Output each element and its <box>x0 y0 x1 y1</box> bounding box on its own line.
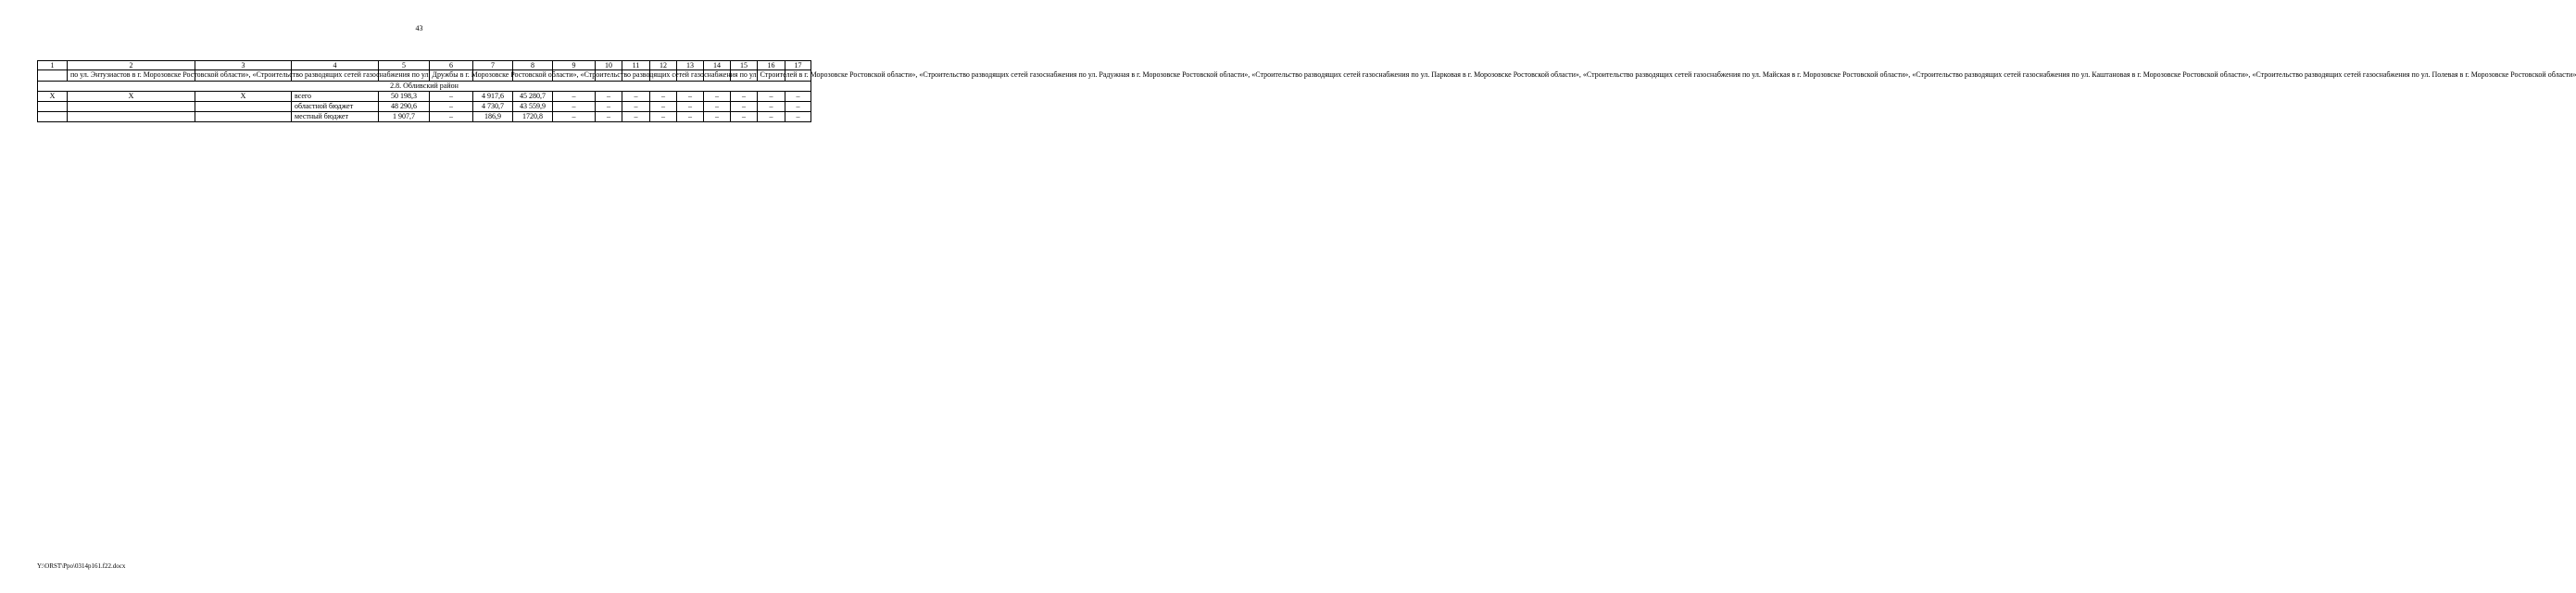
col-header-7: 7 <box>473 61 513 70</box>
col-header-15: 15 <box>731 61 758 70</box>
col-header-16: 16 <box>758 61 785 70</box>
col-header-3: 3 <box>195 61 292 70</box>
col-header-9: 9 <box>553 61 596 70</box>
col-header-2: 2 <box>68 61 195 70</box>
object-description: по ул. Энтузиастов в г. Морозовске Ростовской области», «Строительство разводящих сетей газоснабжения по ул. Дружбы в г. Морозовске Ростовской области», «Строительство разводящих сетей газоснабжения по ул. Строителей в г. Морозовске Ростовской области», «Строительство разводящих сетей газоснабжения по ул. Радужная в г. Морозовске Ростовской области», «Строительство разводящих сетей газоснабжения по ул. Парковая в г. Морозовске Ростовской области», «Строительство разводящих сетей газоснабжения по ул. Майская в г. Морозовске Ростовской области», «Строительство разводящих сетей газоснабжения по ул. Каштановая в г. Морозовске Ростовской области», «Строительство разводящих сетей газоснабжения по ул. Полевая в г. Морозовске Ростовской области» <box>68 70 195 82</box>
section-title: 2.8. Обливский район <box>38 81 811 91</box>
col-header-14: 14 <box>704 61 731 70</box>
col-header-17: 17 <box>785 61 811 70</box>
object-row <box>38 70 811 82</box>
col-header-12: 12 <box>650 61 677 70</box>
col-header-6: 6 <box>430 61 473 70</box>
col-header-10: 10 <box>596 61 622 70</box>
page-number: 43 <box>415 24 423 32</box>
col-header-5: 5 <box>379 61 430 70</box>
footer-file-path: Y:\ORST\Ppo\0314p161.f22.docx <box>37 562 126 570</box>
table-row: областной бюджет 48 290,6 – 4 730,7 43 559,9 – – – – – – – – – <box>38 101 811 111</box>
col-header-13: 13 <box>677 61 704 70</box>
col-header-8: 8 <box>513 61 553 70</box>
table-row: Х Х Х всего 50 198,3 – 4 917,6 45 280,7 – – – – – – – – – <box>38 91 811 101</box>
table-row: местный бюджет 1 907,7 – 186,9 1720,8 – – – – – – – – – <box>38 111 811 121</box>
col-header-1: 1 <box>38 61 68 70</box>
col-header-11: 11 <box>622 61 650 70</box>
section-row <box>38 81 811 91</box>
program-table <box>37 60 2576 122</box>
column-number-row <box>38 61 811 70</box>
col-header-4: 4 <box>292 61 379 70</box>
